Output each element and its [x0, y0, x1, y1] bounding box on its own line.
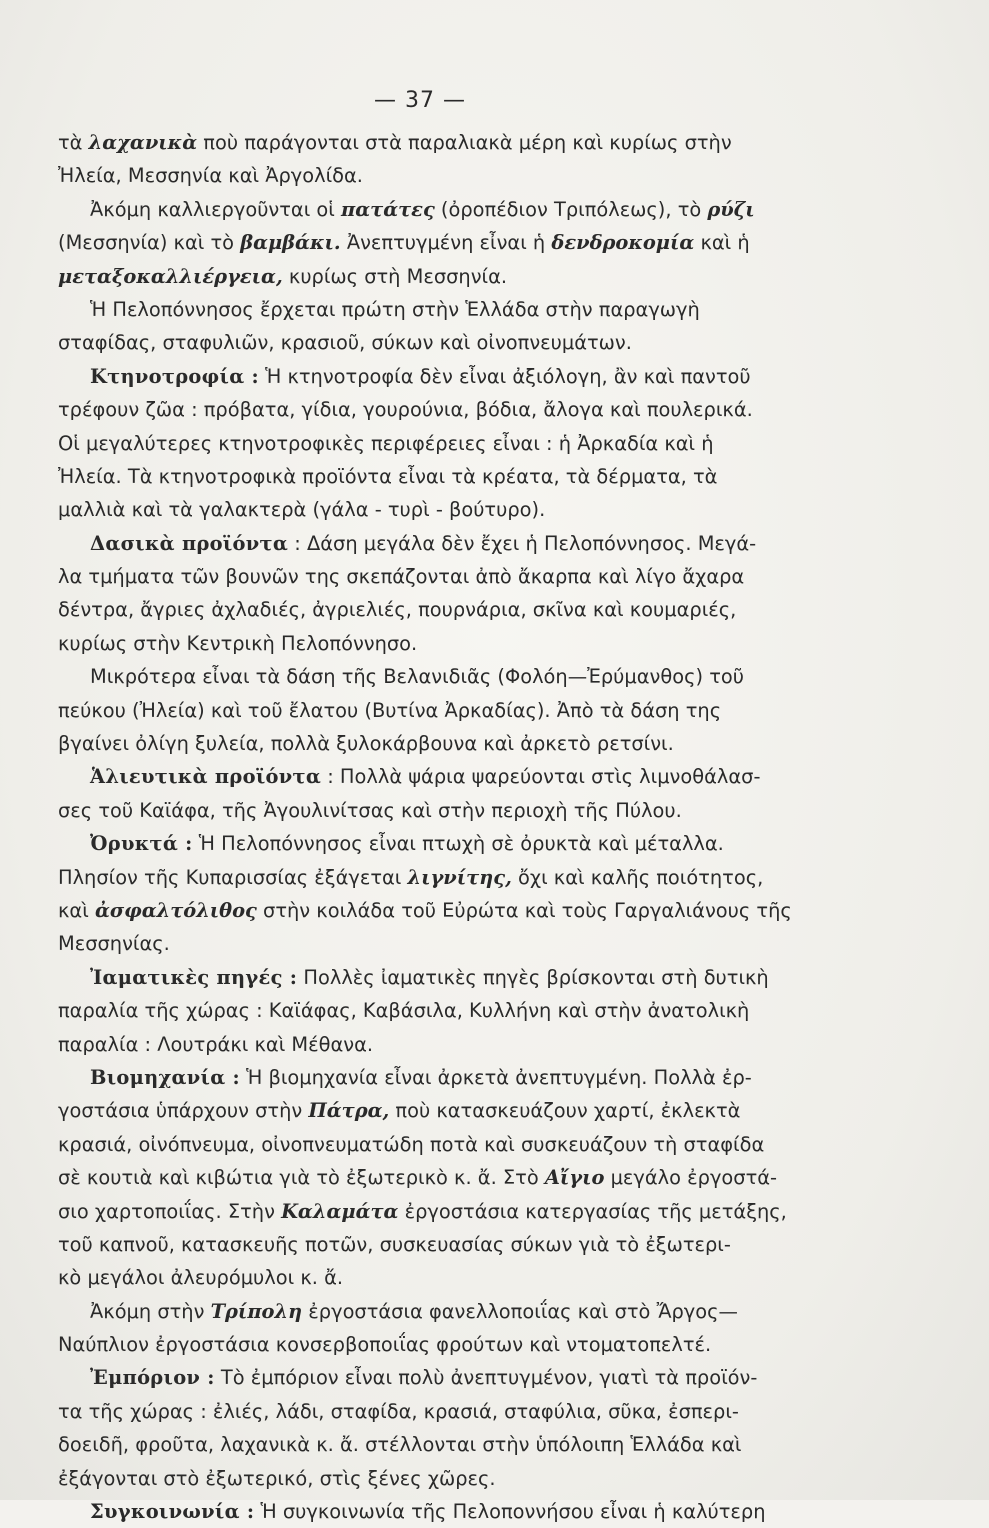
text-run: σες τοῦ Καϊάφα, τῆς Ἀγουλινίτσας καὶ στὴν περιοχὴ τῆς Πύλου. — [58, 798, 682, 822]
text-run: καὶ — [58, 898, 95, 922]
text-line — [58, 360, 868, 393]
text-run: πεύκου (Ἠλεία) καὶ τοῦ ἔλατου (Βυτίνα Ἀρκαδίας). Ἀπὸ τὰ δάση της — [58, 698, 722, 722]
text-run: κυρίως στὴν Κεντρικὴ Πελοπόννησο. — [58, 631, 418, 655]
text-line — [58, 894, 868, 927]
emphasized-term: δενδροκομία — [551, 231, 695, 255]
text-run: παραλία : Λουτράκι καὶ Μέθανα. — [58, 1032, 374, 1056]
text-run: Ἡ Πελοπόννησος ἔρχεται πρώτη στὴν Ἑλλάδα στὴν παραγωγὴ — [90, 297, 700, 321]
text-run: Μεσσηνίας. — [58, 932, 170, 956]
body-text — [58, 126, 868, 1528]
text-line — [58, 193, 868, 226]
text-line — [58, 1028, 868, 1061]
text-run: Πολλὲς ἰαματικὲς πηγὲς βρίσκονται στὴ δυτικὴ — [297, 965, 769, 989]
text-line — [58, 293, 868, 326]
text-run: (ὀροπέδιον Τριπόλεως), τὸ — [434, 197, 708, 221]
text-line — [58, 694, 868, 727]
text-line — [58, 727, 868, 760]
text-line — [58, 226, 868, 259]
section-heading: Δασικὰ προϊόντα — [90, 531, 289, 555]
text-line — [58, 794, 868, 827]
text-line — [58, 1295, 868, 1328]
text-line — [58, 593, 868, 626]
text-run: Ἡ συγκοινωνία τῆς Πελοποννήσου εἶναι ἡ καλύτερη — [254, 1500, 766, 1524]
emphasized-term: Τρίπολη — [210, 1299, 303, 1323]
text-line — [58, 961, 868, 994]
emphasized-term: μεταξοκαλλιέργεια, — [58, 264, 283, 288]
text-run: ἐργοστάσια κατεργασίας τῆς μετάξης, — [398, 1199, 787, 1223]
text-run: κὸ μεγάλοι ἀλευρόμυλοι κ. ἄ. — [58, 1266, 344, 1290]
text-run: τὰ — [58, 131, 89, 154]
text-run: τα τῆς χώρας : ἐλιές, λάδι, σταφίδα, κρασιά, σταφύλια, σῦκα, ἐσπερι- — [58, 1399, 739, 1423]
text-run: Ἠλεία. Τὰ κτηνοτροφικὰ προϊόντα εἶναι τὰ κρέατα, τὰ δέρματα, τὰ — [58, 464, 718, 488]
text-line — [58, 527, 868, 560]
text-line — [58, 260, 868, 293]
text-line — [58, 994, 868, 1027]
text-line — [58, 861, 868, 894]
section-heading: Ἐμπόριον : — [90, 1366, 215, 1390]
text-run: Τὸ ἐμπόριον εἶναι πολὺ ἀνεπτυγμένον, γιατὶ τὰ προϊόν- — [214, 1366, 758, 1390]
text-line — [58, 493, 868, 526]
text-line — [58, 1361, 868, 1394]
text-run: σὲ κουτιὰ καὶ κιβώτια γιὰ τὸ ἐξωτερικὸ κ. ἄ. Στὸ — [58, 1166, 545, 1190]
text-line — [58, 560, 868, 593]
text-line — [58, 159, 868, 192]
text-run: γοστάσια ὑπάρχουν στὴν — [58, 1099, 309, 1123]
text-line — [58, 326, 868, 359]
text-run: Ἠλεία, Μεσσηνία καὶ Ἀργολίδα. — [58, 164, 363, 188]
text-run: Ἡ κτηνοτροφία δὲν εἶναι ἀξιόλογη, ἂν καὶ παντοῦ — [258, 364, 751, 388]
text-run: ὄχι καὶ καλῆς ποιότητος, — [511, 865, 764, 889]
text-run: στὴν κοιλάδα τοῦ Εὐρώτα καὶ τοὺς Γαργαλιάνους τῆς — [256, 898, 792, 922]
text-run: μεγάλο ἐργοστά- — [604, 1166, 778, 1190]
text-line — [58, 827, 868, 860]
text-run: ποὺ παράγονται στὰ παραλιακὰ μέρη καὶ κυρίως στὴν — [197, 131, 732, 154]
text-line — [58, 1395, 868, 1428]
section-heading: Βιομηχανία : — [90, 1065, 240, 1089]
text-line — [58, 1161, 868, 1194]
text-line — [58, 927, 868, 960]
text-line — [58, 126, 868, 159]
text-line — [58, 1261, 868, 1294]
text-run: Ἀνεπτυγμένη εἶναι ἡ — [340, 231, 552, 255]
text-line — [58, 660, 868, 693]
section-heading: Ἰαματικὲς πηγές : — [90, 965, 298, 989]
text-run: : Δάση μεγάλα δὲν ἔχει ἡ Πελοπόννησος. Μεγά- — [288, 531, 757, 555]
text-line — [58, 760, 868, 793]
text-line — [58, 627, 868, 660]
text-run: Ἀκόμη καλλιεργοῦνται οἱ — [90, 197, 342, 221]
text-run: σιο χαρτοποιΐας. Στὴν — [58, 1199, 282, 1223]
text-run: Ἀκόμη στὴν — [90, 1299, 211, 1323]
text-line — [58, 1061, 868, 1094]
text-run: Ναύπλιον ἐργοστάσια κονσερβοποιΐας φρούτων καὶ ντοματοπελτέ. — [58, 1333, 712, 1357]
text-run: λα τμήματα τῶν βουνῶν της σκεπάζονται ἀπὸ ἄκαρπα καὶ λίγο ἄχαρα — [58, 565, 745, 589]
text-run: καὶ ἡ — [694, 231, 750, 255]
text-line — [58, 1128, 868, 1161]
emphasized-term: βαμβάκι. — [240, 231, 341, 255]
text-run: ἐξάγονται στὸ ἐξωτερικό, στὶς ξένες χῶρες. — [58, 1466, 496, 1490]
text-line — [58, 1328, 868, 1361]
text-line — [58, 1462, 868, 1495]
text-run: δοειδῆ, φροῦτα, λαχανικὰ κ. ἄ. στέλλονται στὴν ὑπόλοιπη Ἑλλάδα καὶ — [58, 1433, 742, 1457]
section-heading: Ὀρυκτά : — [90, 832, 193, 856]
text-run: Ἡ Πελοπόννησος εἶναι πτωχὴ σὲ ὀρυκτὰ καὶ μέταλλα. — [192, 832, 724, 856]
text-run: Ἡ βιομηχανία εἶναι ἀρκετὰ ἀνεπτυγμένη. Πολλὰ ἐρ- — [239, 1065, 752, 1089]
text-line — [58, 1195, 868, 1228]
text-run: τρέφουν ζῶα : πρόβατα, γίδια, γουρούνια, βόδια, ἄλογα καὶ πουλερικά. — [58, 398, 753, 422]
emphasized-term: λιγνίτης, — [407, 865, 512, 889]
section-heading: Συγκοινωνία : — [90, 1500, 255, 1524]
text-line — [58, 427, 868, 460]
text-run: (Μεσσηνία) καὶ τὸ — [58, 231, 241, 255]
text-run: : Πολλὰ ψάρια ψαρεύονται στὶς λιμνοθάλασ- — [321, 765, 761, 789]
section-heading: Κτηνοτροφία : — [90, 364, 259, 388]
text-run: δέντρα, ἄγριες ἀχλαδιές, ἀγριελιές, πουρνάρια, σκῖνα καὶ κουμαριές, — [58, 598, 737, 622]
section-heading: Ἁλιευτικὰ προϊόντα — [90, 765, 322, 789]
emphasized-term: Πάτρα, — [308, 1099, 390, 1123]
text-run: Οἱ μεγαλύτερες κτηνοτροφικὲς περιφέρειες εἶναι : ἡ Ἀρκαδία καὶ ἡ — [58, 431, 714, 455]
emphasized-term: ρύζι — [707, 197, 755, 221]
text-run: Μικρότερα εἶναι τὰ δάση τῆς Βελανιδιᾶς (Φολόη—Ἐρύμανθος) τοῦ — [90, 665, 744, 689]
text-line — [58, 460, 868, 493]
text-line — [58, 1094, 868, 1127]
text-run: παραλία τῆς χώρας : Καϊάφας, Καβάσιλα, Κυλλήνη καὶ στὴν ἀνατολικὴ — [58, 999, 750, 1023]
page-number: — 37 — — [374, 88, 466, 113]
emphasized-term: πατάτες — [341, 197, 435, 221]
emphasized-term: Αἴγιο — [544, 1166, 605, 1190]
text-run: βγαίνει ὀλίγη ξυλεία, πολλὰ ξυλοκάρβουνα καὶ ἀρκετὸ ρετσίνι. — [58, 732, 674, 756]
emphasized-term: λαχανικὰ — [88, 131, 198, 154]
text-run: κυρίως στὴ Μεσσηνία. — [282, 264, 508, 288]
text-line — [58, 1428, 868, 1461]
text-run: ποὺ κατασκευάζουν χαρτί, ἐκλεκτὰ — [389, 1099, 741, 1123]
text-run: τοῦ καπνοῦ, κατασκευῆς ποτῶν, συσκευασίας σύκων γιὰ τὸ ἐξωτερι- — [58, 1232, 731, 1256]
text-line — [58, 393, 868, 426]
text-line — [58, 1228, 868, 1261]
text-run: μαλλιὰ καὶ τὰ γαλακτερὰ (γάλα - τυρὶ - βούτυρο). — [58, 498, 546, 522]
emphasized-term: Καλαμάτα — [281, 1199, 399, 1223]
text-run: Πλησίον τῆς Κυπαρισσίας ἐξάγεται — [58, 865, 408, 889]
emphasized-term: ἀσφαλτόλιθος — [94, 898, 257, 922]
text-run: ἐργοστάσια φανελλοποιΐας καὶ στὸ Ἄργος— — [302, 1299, 738, 1323]
text-run: σταφίδας, σταφυλιῶν, κρασιοῦ, σύκων καὶ οἰνοπνευμάτων. — [58, 331, 632, 355]
text-run: κρασιά, οἰνόπνευμα, οἰνοπνευματώδη ποτὰ καὶ συσκευάζουν τὴ σταφίδα — [58, 1132, 765, 1156]
